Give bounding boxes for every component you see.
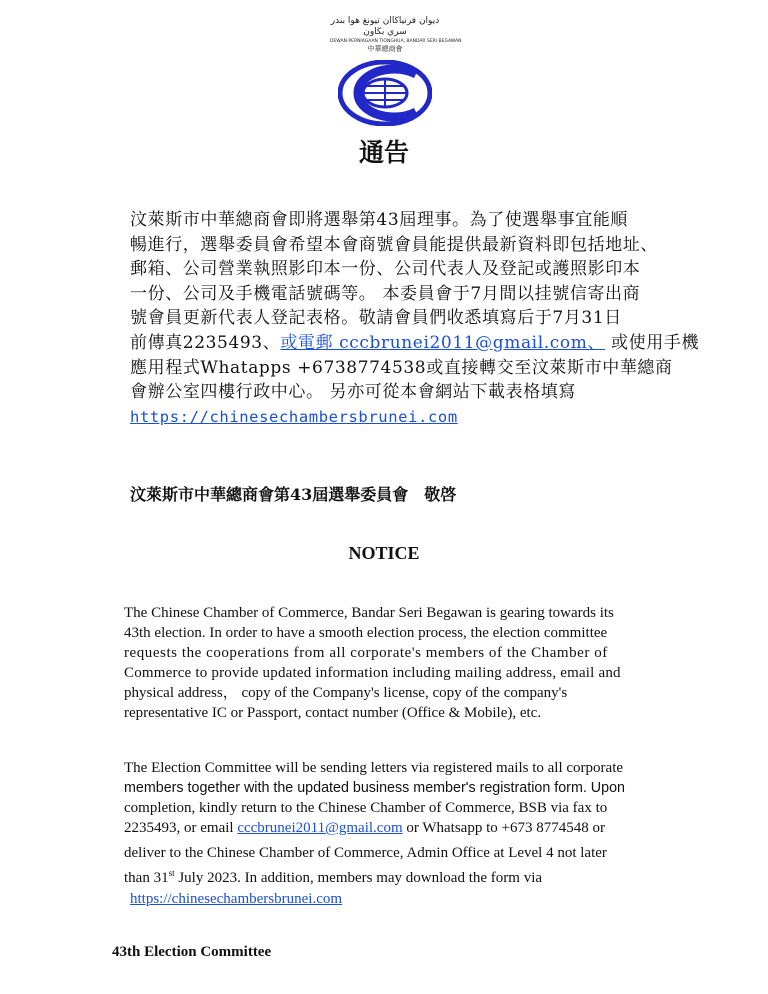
deadline-text: than 31 [124,870,169,886]
chinese-notice-paragraph [130,208,700,429]
english-line: physical address， copy of the Company's license, copy of the company's [124,685,568,701]
english-line: The Election Committee will be sending letters via registered mails to all corporate [124,760,624,776]
chinese-line: 一份、公司及手機電話號碼等。 本委員會于7月間以挂號信寄出商 [130,283,641,304]
email-link-en[interactable]: cccbrunei2011@gmail.com [237,820,403,836]
english-paragraph-3 [124,843,664,888]
website-link-cn[interactable]: https://chinesechambersbrunei.com [130,407,458,426]
english-signature: 43th Election Committee [112,944,272,960]
chinese-org-name: 中華總商會 [367,45,403,53]
chamber-logo-icon [338,60,432,126]
page-title-english: NOTICE [348,543,420,563]
fax-text-en: 2235493, or email [124,820,238,836]
english-website-line [130,889,670,909]
english-line: completion, kindly return to the Chinese Chamber of Commerce, BSB via fax to [124,800,608,816]
english-line: requests the cooperations from all corporate's members of the Chamber of [124,645,608,661]
english-line: deliver to the Chinese Chamber of Commerce, Admin Office at Level 4 not later [124,845,607,861]
english-paragraph-2 [124,758,664,838]
chinese-line: 應用程式Whatapps +6738774538或直接轉交至汶萊斯市中華總商 [130,357,673,378]
english-line-deadline [124,863,664,888]
fax-text: 前傳真2235493、 [130,332,281,353]
chinese-line: 郵箱、公司營業執照影印本一份、公司代表人及登記或護照影印本 [130,259,641,280]
header-block [330,16,462,53]
chinese-line: 會辦公室四樓行政中心。 另亦可從本會網站下載表格填寫 [130,382,577,403]
malay-name: DEWAN PERNIAGAAN TIONGHUA, BANDAR SERI BEGAWAN [330,39,462,44]
chinese-signature: 汶萊斯市中華總商會第43屆選舉委員會 敬啓 [130,485,457,504]
website-link-en[interactable]: https://chinesechambersbrunei.com [130,891,343,907]
download-text: July 2023. In addition, members may download the form via [174,870,543,886]
english-line: members together with the updated business member's registration form. Upon [124,780,625,796]
english-paragraph-1 [124,603,664,723]
page-title-chinese: 通告 [358,138,409,167]
chinese-line: 號會員更新代表人登記表格。敬請會員們收悉填寫后于7月31日 [130,308,622,329]
whatsapp-text: or Whatsapp to +673 8774548 or [402,820,605,836]
mobile-text: 或使用手機 [605,332,700,353]
email-link-cn[interactable]: 或電郵 cccbrunei2011@gmail.com、 [280,332,606,353]
english-line: Commerce to provide updated information including mailing address, email and [124,665,621,681]
arabic-name: ديوان فرنياڬاان تيونغ هوا بندر سري بڬاون [330,16,440,37]
ordinal-suffix: st [168,868,175,878]
english-line: representative IC or Passport, contact number (Office & Mobile), etc. [124,705,542,721]
english-line: 43th election. In order to have a smooth election process, the election committee [124,625,608,641]
chinese-line-contact [130,331,700,356]
english-line-contact [124,818,664,838]
chinese-line: 暢進行，選舉委員會希望本會商號會員能提供最新資料即包括地址、 [130,234,658,255]
chinese-line: 汶萊斯市中華總商會即將選舉第43屆理事。為了使選舉事宜能順 [130,210,629,230]
english-line: The Chinese Chamber of Commerce, Bandar Seri Begawan is gearing towards its [124,605,614,621]
